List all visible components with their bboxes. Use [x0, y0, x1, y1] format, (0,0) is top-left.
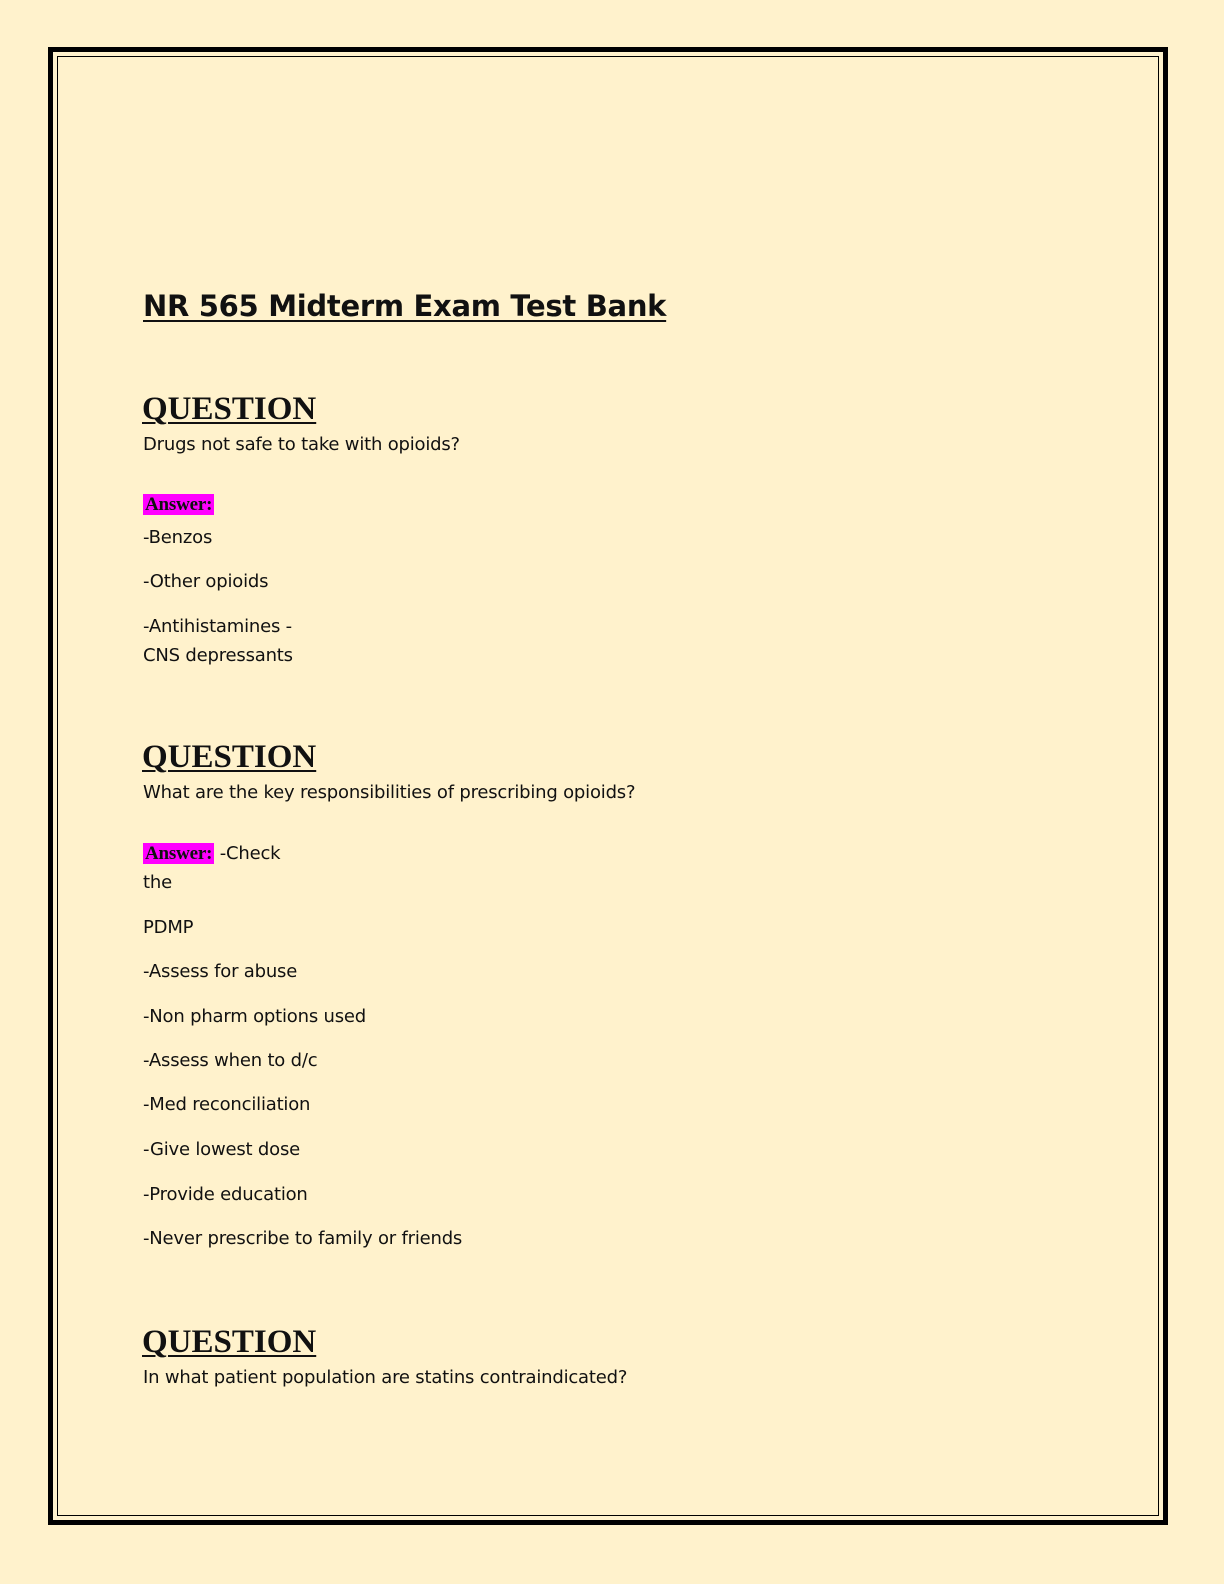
question-2-answer-line: -Med reconciliation	[143, 1094, 311, 1115]
question-1-answer-line: -Benzos	[143, 527, 213, 548]
question-2-prompt: What are the key responsibilities of prescribing opioids?	[143, 782, 636, 803]
question-1-answer-line: -Other opioids	[143, 571, 269, 592]
answer-label: Answer:	[145, 494, 213, 515]
question-2-answer-line: the	[143, 872, 172, 893]
question-2-answer-line: -Assess when to d/c	[143, 1050, 318, 1071]
question-2-answer-line: -Never prescribe to family or friends	[143, 1228, 463, 1249]
question-2-answer-line: -Non pharm options used	[143, 1006, 367, 1027]
question-1-answer	[143, 494, 214, 516]
question-1-answer-line: CNS depressants	[143, 645, 293, 666]
question-1-prompt: Drugs not safe to take with opioids?	[143, 434, 460, 455]
question-2-answer-line: -Assess for abuse	[143, 961, 298, 982]
question-2-heading: QUESTION	[142, 739, 317, 775]
question-3-heading: QUESTION	[142, 1324, 317, 1360]
question-1-heading: QUESTION	[142, 391, 317, 427]
question-1-answer-line: -Antihistamines -	[143, 616, 292, 637]
document-title: NR 565 Midterm Exam Test Bank	[143, 289, 667, 323]
answer-label: Answer:	[145, 843, 213, 864]
question-3-prompt: In what patient population are statins contraindicated?	[143, 1367, 628, 1388]
question-2-answer-line: -Give lowest dose	[143, 1139, 301, 1160]
question-2-answer	[143, 843, 280, 865]
question-2-answer-inline: -Check	[219, 843, 281, 864]
question-2-answer-line: PDMP	[143, 917, 194, 938]
question-2-answer-line: -Provide education	[143, 1184, 308, 1205]
